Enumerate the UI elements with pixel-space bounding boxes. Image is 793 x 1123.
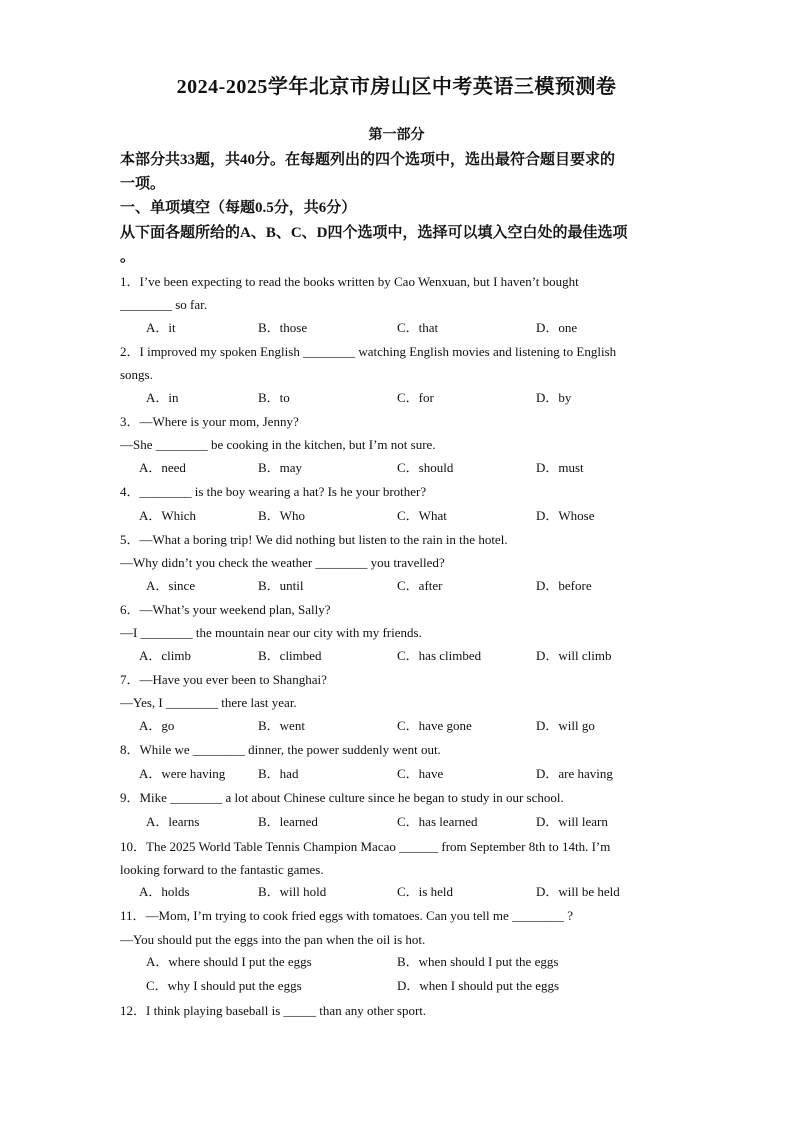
page-title: 2024-2025学年北京市房山区中考英语三模预测卷 <box>176 76 617 98</box>
question-9-option-b[interactable]: B．learned <box>258 814 318 829</box>
question-3-option-c[interactable]: C．should <box>397 460 454 475</box>
question-8-line-1: 8．While we ________ dinner, the power suddenly went out. <box>120 742 441 757</box>
question-3-option-b[interactable]: B．may <box>258 460 303 475</box>
question-4-line-1: 4．________ is the boy wearing a hat? Is he your brother? <box>120 484 427 499</box>
question-11-line-2: —You should put the eggs into the pan when the oil is hot. <box>120 932 426 947</box>
question-10-line-1: 10．The 2025 World Table Tennis Champion Macao ______ from September 8th to 14th. I’m <box>120 839 611 854</box>
question-6-line-1: 6．—What’s your weekend plan, Sally? <box>120 602 331 617</box>
question-9-option-c[interactable]: C．has learned <box>397 814 478 829</box>
question-6-option-a[interactable]: A．climb <box>139 648 191 663</box>
question-3-line-2: —She ________ be cooking in the kitchen, but I’m not sure. <box>120 437 436 452</box>
question-6-option-b[interactable]: B．climbed <box>258 648 322 663</box>
question-1-option-c[interactable]: C．that <box>397 320 439 335</box>
question-11-option-a[interactable]: A．where should I put the eggs <box>146 954 312 969</box>
question-9-option-a[interactable]: A．learns <box>146 814 200 829</box>
question-12-line-1: 12．I think playing baseball is _____ than any other sport. <box>120 1003 427 1018</box>
question-11-option-b[interactable]: B．when should I put the eggs <box>397 954 559 969</box>
question-10-option-b[interactable]: B．will hold <box>258 884 327 899</box>
question-9-line-1: 9．Mike ________ a lot about Chinese culture since he began to study in our school. <box>120 790 564 805</box>
question-8-option-c[interactable]: C．have <box>397 766 444 781</box>
question-11-option-d[interactable]: D．when I should put the eggs <box>397 978 560 993</box>
question-5-option-a[interactable]: A．since <box>146 578 196 593</box>
question-2-option-b[interactable]: B．to <box>258 390 290 405</box>
question-4-option-b[interactable]: B．Who <box>258 508 305 523</box>
instruction-line-2: 。 <box>120 249 136 265</box>
question-6-option-d[interactable]: D．will climb <box>536 648 612 663</box>
question-11-line-1: 11．—Mom, I’m trying to cook fried eggs with tomatoes. Can you tell me ________ ? <box>120 908 574 923</box>
intro-line-1: 本部分共33题，共40分。在每题列出的四个选项中，选出最符合题目要求的 <box>120 152 616 168</box>
question-8-option-b[interactable]: B．had <box>258 766 299 781</box>
question-1-line-2: ________ so far. <box>120 297 208 312</box>
part-heading: 第一部分 <box>368 128 425 143</box>
question-4-option-a[interactable]: A．Which <box>139 508 197 523</box>
question-10-option-c[interactable]: C．is held <box>397 884 453 899</box>
question-2-line-1: 2．I improved my spoken English ________ watching English movies and listening to English <box>120 344 617 359</box>
question-3-option-a[interactable]: A．need <box>139 460 186 475</box>
question-7-line-2: —Yes, I ________ there last year. <box>120 695 297 710</box>
question-2-option-a[interactable]: A．in <box>146 390 179 405</box>
question-7-line-1: 7．—Have you ever been to Shanghai? <box>120 672 327 687</box>
question-4-option-c[interactable]: C．What <box>397 508 447 523</box>
question-10-option-d[interactable]: D．will be held <box>536 884 620 899</box>
question-9-option-d[interactable]: D．will learn <box>536 814 608 829</box>
question-8-option-d[interactable]: D．are having <box>536 766 613 781</box>
question-1-option-b[interactable]: B．those <box>258 320 308 335</box>
question-7-option-c[interactable]: C．have gone <box>397 718 472 733</box>
section-title: 一、单项填空（每题0.5分，共6分） <box>120 200 357 216</box>
question-3-option-d[interactable]: D．must <box>536 460 584 475</box>
question-7-option-b[interactable]: B．went <box>258 718 305 733</box>
question-4-option-d[interactable]: D．Whose <box>536 508 595 523</box>
instruction-line-1: 从下面各题所给的A、B、C、D四个选项中，选择可以填入空白处的最佳选项 <box>120 225 628 241</box>
question-2-option-d[interactable]: D．by <box>536 390 572 405</box>
question-7-option-a[interactable]: A．go <box>139 718 175 733</box>
question-1-line-1: 1．I’ve been expecting to read the books written by Cao Wenxuan, but I haven’t bought <box>120 274 579 289</box>
question-8-option-a[interactable]: A．were having <box>139 766 226 781</box>
question-6-option-c[interactable]: C．has climbed <box>397 648 482 663</box>
question-5-line-1: 5．—What a boring trip! We did nothing but listen to the rain in the hotel. <box>120 532 508 547</box>
question-10-option-a[interactable]: A．holds <box>139 884 190 899</box>
question-6-line-2: —I ________ the mountain near our city with my friends. <box>120 625 422 640</box>
question-5-option-c[interactable]: C．after <box>397 578 443 593</box>
question-2-option-c[interactable]: C．for <box>397 390 434 405</box>
question-2-line-2: songs. <box>120 367 153 382</box>
question-3-line-1: 3．—Where is your mom, Jenny? <box>120 414 299 429</box>
intro-line-2: 一项。 <box>120 176 166 192</box>
question-1-option-d[interactable]: D．one <box>536 320 578 335</box>
question-5-line-2: —Why didn’t you check the weather ________ you travelled? <box>120 555 445 570</box>
question-5-option-d[interactable]: D．before <box>536 578 592 593</box>
question-1-option-a[interactable]: A．it <box>146 320 176 335</box>
question-10-line-2: looking forward to the fantastic games. <box>120 862 324 877</box>
question-7-option-d[interactable]: D．will go <box>536 718 595 733</box>
question-11-option-c[interactable]: C．why I should put the eggs <box>146 978 302 993</box>
question-5-option-b[interactable]: B．until <box>258 578 304 593</box>
